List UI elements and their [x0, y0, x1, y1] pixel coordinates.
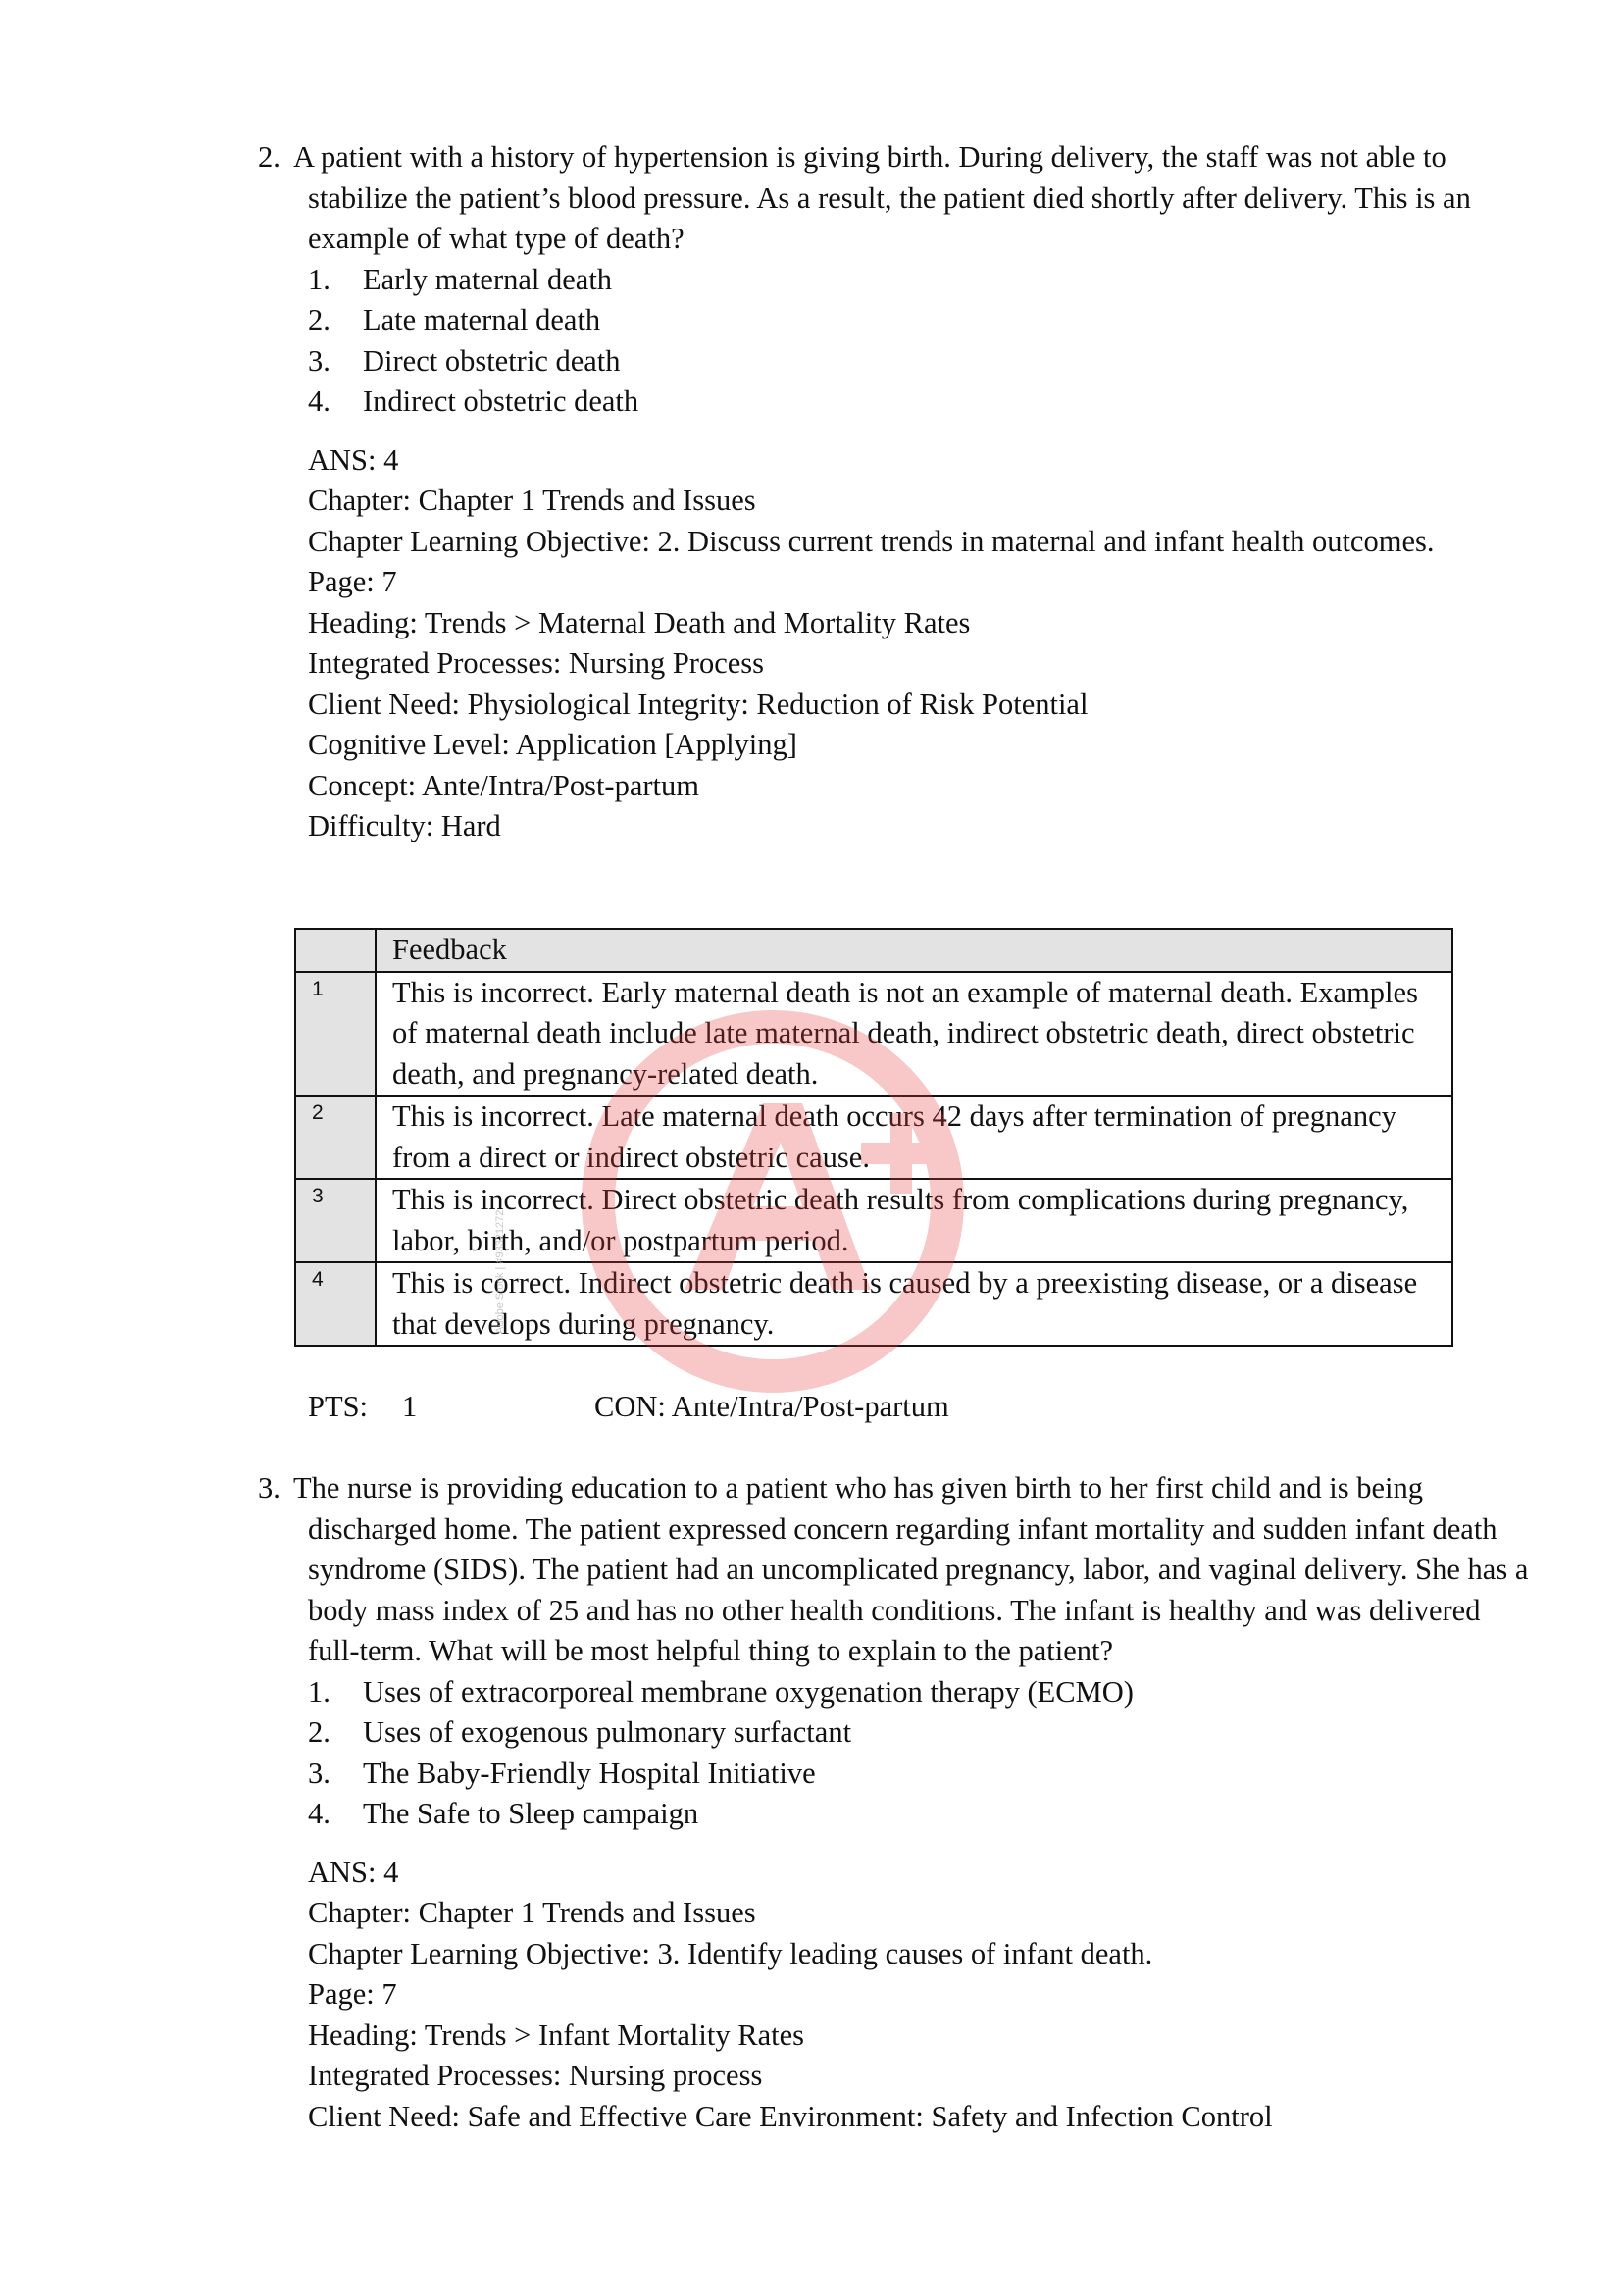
objective-line: Chapter Learning Objective: 3. Identify leading causes of infant death.	[308, 1936, 1153, 1970]
feedback-row-number: 2	[295, 1096, 376, 1179]
feedback-corner-cell	[295, 929, 376, 972]
objective-line: Chapter Learning Objective: 2. Discuss current trends in maternal and infant health outcomes.	[308, 524, 1435, 558]
cognitive-level-line: Cognitive Level: Application [Applying]	[308, 728, 797, 761]
client-need-line: Client Need: Physiological Integrity: Reduction of Risk Potential	[308, 687, 1089, 721]
heading-line: Heading: Trends > Maternal Death and Mortality Rates	[308, 605, 971, 639]
question-3-stem: 3. The nurse is providing education to a patient who has given birth to her first child and is being discharged home. The patient expressed concern regarding infant mortality and sudden infant death syndrome (SIDS). The patient had an uncomplicated pregnancy, labor, and vaginal delivery. She has a body mass index of 25 and has no other health conditions. The infant is healthy and was delivered full-term. What will be most helpful thing to explain to the patient?	[258, 1468, 1533, 1672]
side-stamp-text: Adobe Stock | #93321272	[494, 1209, 506, 1334]
question-2-option-2: 2. Late maternal death	[308, 303, 601, 336]
question-3-options	[258, 1672, 1533, 1835]
question-2	[258, 137, 1533, 847]
feedback-row-text: This is incorrect. Direct obstetric death results from complications during pregnancy, labor, birth, and/or postpartum period.	[376, 1179, 1452, 1262]
page-line: Page: 7	[308, 1977, 397, 2011]
feedback-row-number: 3	[295, 1179, 376, 1262]
question-3-metadata	[308, 1853, 1533, 2138]
client-need-line: Client Need: Safe and Effective Care Environment: Safety and Infection Control	[308, 2099, 1273, 2133]
question-3	[258, 1468, 1533, 2137]
question-2-option-1: 1. Early maternal death	[308, 262, 613, 296]
feedback-row-text: This is incorrect. Early maternal death is not an example of maternal death. Examples of maternal death include late maternal death, indirect obstetric death, direct obstetric death, and pregnancy-related death.	[376, 972, 1452, 1096]
feedback-row-number: 4	[295, 1262, 376, 1346]
feedback-row-number: 1	[295, 972, 376, 1096]
question-3-number: 3.	[258, 1471, 280, 1504]
feedback-header: Feedback	[376, 929, 1452, 972]
question-3-option-4: 4. The Safe to Sleep campaign	[308, 1797, 699, 1830]
question-2-options	[258, 260, 1533, 423]
answer-line: ANS: 4	[308, 1855, 399, 1889]
concept-line: Concept: Ante/Intra/Post-partum	[308, 768, 699, 802]
feedback-table	[294, 928, 1453, 1347]
feedback-row	[295, 1179, 1452, 1262]
processes-line: Integrated Processes: Nursing process	[308, 2059, 763, 2092]
feedback-row	[295, 1096, 1452, 1179]
processes-line: Integrated Processes: Nursing Process	[308, 646, 765, 680]
heading-line: Heading: Trends > Infant Mortality Rates	[308, 2017, 804, 2052]
feedback-row	[295, 1262, 1452, 1346]
question-3-option-2: 2. Uses of exogenous pulmonary surfactant	[308, 1715, 852, 1749]
question-2-option-4: 4. Indirect obstetric death	[308, 384, 639, 418]
question-2-option-3: 3. Direct obstetric death	[308, 343, 621, 378]
points-label: PTS:	[308, 1390, 369, 1423]
chapter-line: Chapter: Chapter 1 Trends and Issues	[308, 484, 756, 517]
question-2-number: 2.	[258, 140, 280, 174]
feedback-row	[295, 972, 1452, 1096]
answer-line: ANS: 4	[308, 442, 399, 477]
page-line: Page: 7	[308, 565, 397, 598]
question-3-option-3: 3. The Baby-Friendly Hospital Initiative	[308, 1756, 816, 1790]
question-2-stem: 2. A patient with a history of hypertension is giving birth. During delivery, the staff was not able to stabilize the patient’s blood pressure. As a result, the patient died shortly after delivery. This is an example of what type of death?	[258, 137, 1533, 260]
points-value: 1	[402, 1390, 418, 1423]
points-concept-line	[308, 1387, 1191, 1428]
chapter-line: Chapter: Chapter 1 Trends and Issues	[308, 1896, 756, 1929]
question-3-option-1: 1. Uses of extracorporeal membrane oxygenation therapy (ECMO)	[308, 1674, 1134, 1708]
feedback-header-row	[295, 929, 1452, 972]
feedback-row-text: This is correct. Indirect obstetric death is caused by a preexisting disease, or a disease that develops during pregnancy.	[376, 1262, 1452, 1346]
feedback-row-text: This is incorrect. Late maternal death occurs 42 days after termination of pregnancy from a direct or indirect obstetric cause.	[376, 1096, 1452, 1179]
concept-summary: CON: Ante/Intra/Post-partum	[594, 1390, 949, 1423]
question-2-metadata	[308, 440, 1533, 847]
difficulty-line: Difficulty: Hard	[308, 809, 501, 842]
